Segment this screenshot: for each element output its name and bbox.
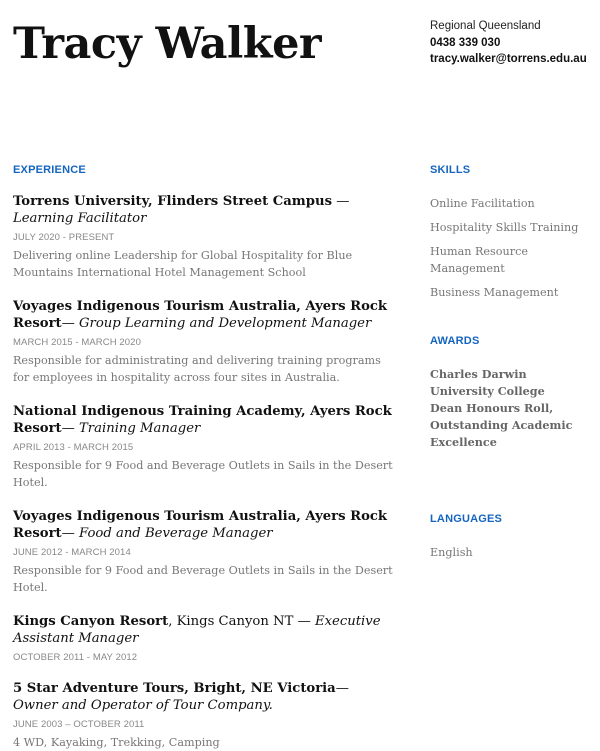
job-title <box>13 509 393 542</box>
job-dates: JUNE 2003 – OCTOBER 2011 <box>13 719 145 730</box>
job-separator: — <box>61 315 80 331</box>
job-title <box>13 681 393 714</box>
job-dates: JULY 2020 - PRESENT <box>13 232 115 243</box>
job-dates: APRIL 2013 - MARCH 2015 <box>13 442 134 453</box>
award-text: Charles Darwin University College Dean Honours Roll, Outstanding Academic Excellence <box>430 367 573 449</box>
job-separator: — <box>293 614 315 629</box>
phone: 0438 339 030 <box>430 36 501 49</box>
job-entry <box>13 299 393 386</box>
contact-block <box>430 18 587 68</box>
awards-heading: AWARDS <box>430 335 480 347</box>
job-title <box>13 404 393 437</box>
job-list <box>13 194 393 751</box>
job-dates: MARCH 2015 - MARCH 2020 <box>13 337 141 348</box>
job-role: Executive Assistant Manager <box>13 614 381 646</box>
job-title <box>13 194 393 227</box>
job-dates: JUNE 2012 - MARCH 2014 <box>13 547 131 558</box>
language-item: English <box>430 546 473 559</box>
job-role: Group Learning and Development Manager <box>79 315 372 331</box>
candidate-name: Tracy Walker <box>13 19 322 69</box>
job-org: 5 Star Adventure Tours, Bright, NE Victoria <box>13 681 336 696</box>
job-entry <box>13 681 393 751</box>
sidebar <box>430 164 595 568</box>
job-role: Food and Beverage Manager <box>79 525 273 541</box>
job-org: Torrens University, Flinders Street Campus <box>13 194 332 209</box>
job-org: Voyages Indigenous Tourism Australia, Ayers Rock Resort <box>13 299 388 331</box>
job-org: Kings Canyon Resort <box>13 614 169 629</box>
experience-heading: EXPERIENCE <box>13 164 86 176</box>
job-role: Training Manager <box>79 420 201 436</box>
job-description: Delivering online Leadership for Global Hospitality for Blue Mountains International Hotel Management School <box>13 249 353 279</box>
job-entry <box>13 614 393 663</box>
job-description: Responsible for administrating and delivering training programs for employees in hospitality across four sites in Australia. <box>13 354 381 384</box>
job-description: 4 WD, Kayaking, Trekking, Camping <box>13 736 220 749</box>
job-entry <box>13 509 393 596</box>
job-separator: — <box>61 525 80 541</box>
skills-heading: SKILLS <box>430 164 471 176</box>
skill-item: Hospitality Skills Training <box>430 221 579 234</box>
job-separator: — <box>335 681 349 696</box>
skill-item: Human Resource Management <box>430 245 528 275</box>
location: Regional Queensland <box>430 20 541 32</box>
job-dates: OCTOBER 2011 - MAY 2012 <box>13 652 138 663</box>
email-link[interactable]: tracy.walker@torrens.edu.au <box>430 53 587 65</box>
job-title <box>13 299 393 332</box>
job-role: Learning Facilitator <box>13 210 147 226</box>
job-org: National Indigenous Training Academy, Ayers Rock Resort <box>13 404 392 436</box>
skill-item: Business Management <box>430 286 559 299</box>
job-entry <box>13 404 393 491</box>
job-org: Voyages Indigenous Tourism Australia, Ayers Rock Resort <box>13 509 388 541</box>
skills-list <box>430 195 595 301</box>
languages-heading: LANGUAGES <box>430 513 503 525</box>
skill-item: Online Facilitation <box>430 197 535 210</box>
job-entry <box>13 194 393 281</box>
job-separator: — <box>332 194 350 209</box>
job-role: Owner and Operator of Tour Company. <box>13 697 273 713</box>
job-title <box>13 614 393 647</box>
job-description: Responsible for 9 Food and Beverage Outlets in Sails in the Desert Hotel. <box>13 564 393 594</box>
job-separator: — <box>61 420 80 436</box>
job-description: Responsible for 9 Food and Beverage Outlets in Sails in the Desert Hotel. <box>13 459 393 489</box>
job-location: , Kings Canyon NT <box>168 614 294 629</box>
experience-section <box>13 164 393 751</box>
